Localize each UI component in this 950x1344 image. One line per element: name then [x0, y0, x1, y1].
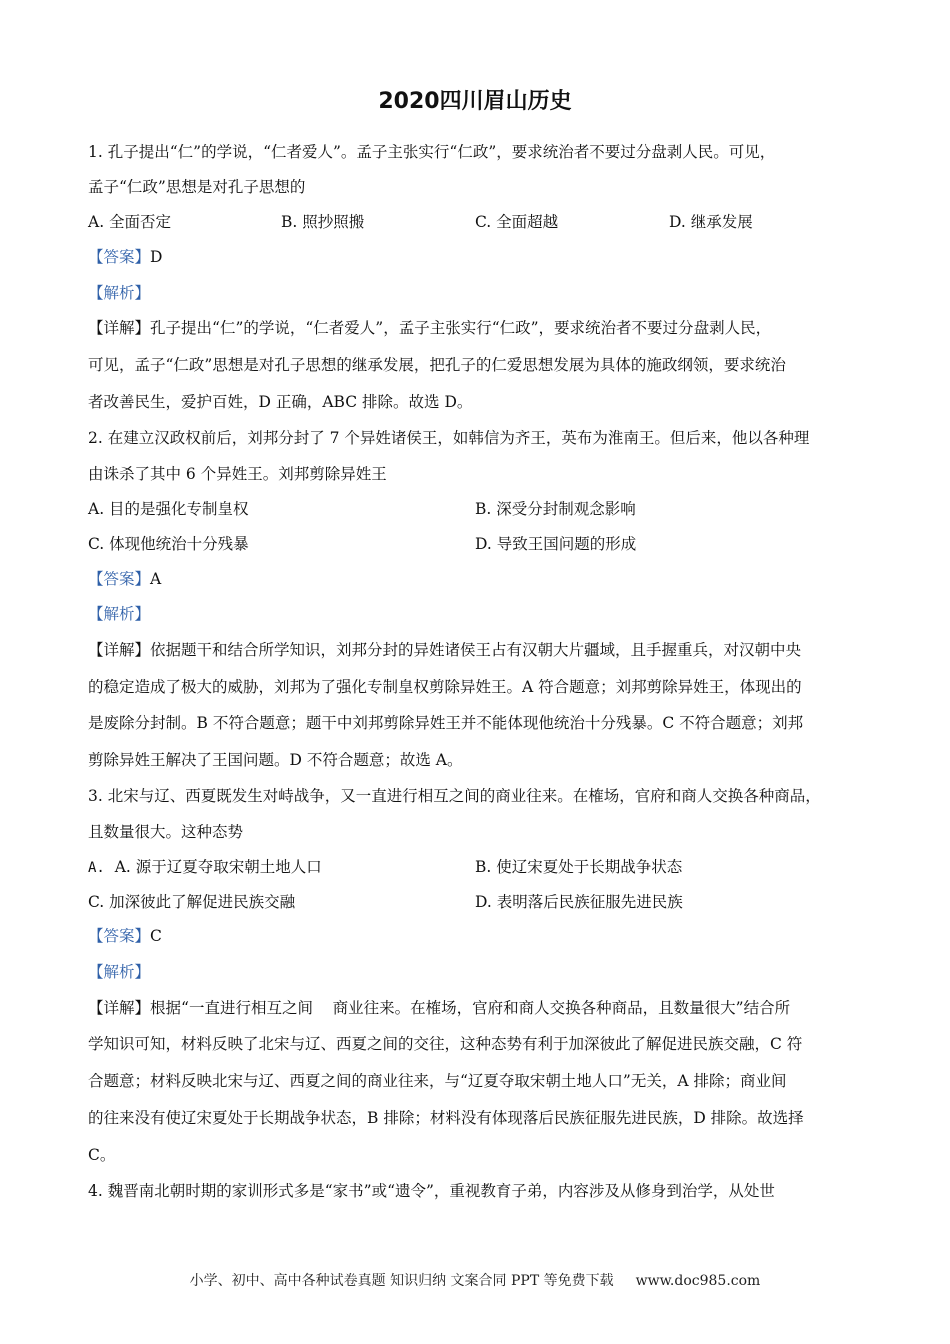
q3-detail-line-2: 学知识可知，材料反映了北宋与辽、西夏之间的交往，这种态势有利于加深彼此了解促进民族交融，C 符	[88, 1035, 803, 1053]
detail-text: 依据题干和结合所学知识，刘邦分封的异姓诸侯王占有汉朝大片疆域，且手握重兵，对汉朝中央	[150, 641, 802, 659]
question-4-stem: 4. 魏晋南北朝时期的家训形式多是“家书”或“遗令”，重视教育子弟，内容涉及从修身到治学，从处世	[88, 1182, 775, 1200]
q2-detail-line-2: 的稳定造成了极大的威胁，刘邦为了强化专制皇权剪除异姓王。A 符合题意；刘邦剪除异姓王，体现出的	[88, 678, 802, 696]
answer-tag: 【答案】	[88, 570, 151, 588]
question-2-stem: 2. 在建立汉政权前后，刘邦分封了 7 个异姓诸侯王，如韩信为齐王，英布为淮南王。但后来，他以各种理	[88, 429, 810, 447]
q1-analysis-tag: 【解析】	[88, 284, 151, 302]
q3-option-a: A. A. 源于辽夏夺取宋朝土地人口	[88, 858, 322, 876]
option-text: D. 表明落后民族征服先进民族	[475, 893, 683, 911]
detail-text: 孔子提出“仁”的学说，“仁者爱人”，孟子主张实行“仁政”，要求统治者不要过分盘剥人民，	[150, 319, 772, 337]
q3-option-c	[88, 892, 295, 912]
question-1-stem: 1. 孔子提出“仁”的学说，“仁者爱人”。孟子主张实行“仁政”，要求统治者不要过分盘剥人民。可见，	[88, 143, 776, 161]
q1-detail-line-1	[88, 318, 771, 338]
page-footer	[0, 1270, 950, 1290]
q2-detail-line-1	[88, 640, 801, 660]
q3-analysis-tag: 【解析】	[88, 963, 151, 981]
option-text: C. 加深彼此了解促进民族交融	[88, 893, 296, 911]
question-2-stem-cont: 由诛杀了其中 6 个异姓王。刘邦剪除异姓王	[88, 465, 387, 483]
detail-tag: 【详解】	[88, 641, 151, 659]
footer-url[interactable]: www.doc985.com	[635, 1273, 761, 1289]
answer-tag: 【答案】	[88, 927, 151, 945]
q1-detail-line-3: 者改善民生，爱护百姓，D 正确，ABC 排除。故选 D。	[88, 393, 473, 411]
q1-detail-line-2: 可见，孟子“仁政”思想是对孔子思想的继承发展，把孔子的仁爱思想发展为具体的施政纲领，要求统治	[88, 356, 786, 374]
answer-tag: 【答案】	[88, 248, 151, 266]
question-3-stem: 3. 北宋与辽、西夏既发生对峙战争，又一直进行相互之间的商业往来。在榷场，官府和商人交换各种商品，	[88, 787, 821, 805]
q3-option-b	[475, 857, 682, 877]
option-text: B. 使辽宋夏处于长期战争状态	[475, 858, 683, 876]
detail-text: 根据“一直进行相互之间 商业往来。在榷场，官府和商人交换各种商品，且数量很大”结合所	[150, 999, 791, 1017]
q2-option-b: B. 深受分封制观念影响	[475, 500, 636, 518]
q3-detail-line-3: 合题意；材料反映北宋与辽、西夏之间的商业往来，与“辽夏夺取宋朝土地人口”无关，A 排除；商业间	[88, 1072, 787, 1090]
option-text: A. 源于辽夏夺取宋朝土地人口	[114, 858, 322, 876]
page-title: 2020四川眉山历史	[378, 89, 572, 114]
detail-tag: 【详解】	[88, 319, 151, 337]
q1-option-b: B. 照抄照搬	[281, 213, 365, 231]
footer-text: 小学、初中、高中各种试卷真题 知识归纳 文案合同 PPT 等免费下载	[189, 1273, 614, 1289]
question-1-stem-cont: 孟子“仁政”思想是对孔子思想的	[88, 178, 306, 196]
q2-option-a: A. 目的是强化专制皇权	[88, 500, 249, 518]
q1-answer	[88, 247, 162, 267]
q3-detail-line-5: C。	[88, 1146, 116, 1164]
q1-option-d: D. 继承发展	[669, 213, 753, 231]
q1-option-a: A. 全面否定	[88, 213, 172, 231]
q2-option-d: D. 导致王国问题的形成	[475, 535, 637, 553]
detail-tag: 【详解】	[88, 999, 151, 1017]
answer-value: D	[150, 248, 163, 266]
answer-value: C	[150, 927, 162, 945]
q2-analysis-tag: 【解析】	[88, 605, 151, 623]
answer-value: A	[150, 570, 162, 588]
q2-detail-line-3: 是废除分封制。B 不符合题意；题干中刘邦剪除异姓王并不能体现他统治十分残暴。C 不符合题意；刘邦	[88, 714, 804, 732]
q1-option-c: C. 全面超越	[475, 213, 559, 231]
q2-answer	[88, 569, 161, 589]
q3-detail-line-1	[88, 998, 790, 1018]
q3-option-d	[475, 892, 683, 912]
q2-detail-line-4: 剪除异姓王解决了王国问题。D 不符合题意；故选 A。	[88, 751, 463, 769]
question-3-stem-cont: 且数量很大。这种态势	[88, 823, 244, 841]
q3-detail-line-4: 的往来没有使辽宋夏处于长期战争状态，B 排除；材料没有体现落后民族征服先进民族，D 排除。故选择	[88, 1109, 804, 1127]
q2-option-c: C. 体现他统治十分残暴	[88, 535, 249, 553]
q3-answer	[88, 926, 162, 946]
